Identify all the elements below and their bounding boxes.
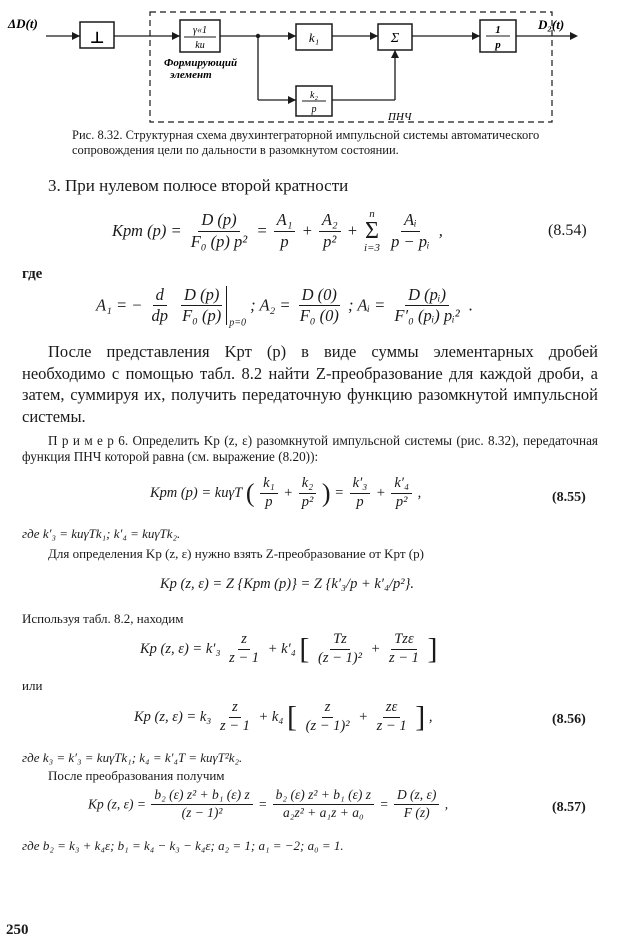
equation-number-8-55: (8.55): [552, 490, 586, 505]
former-label-line2: элемент: [170, 69, 212, 81]
equation-8-56: Kр (z, ε) = k₃ $\frac{z}{z - 1}$ + k₄ [ $\frac{z}{\text{(z − 1)²}}$ + $\frac{z\varepsilon}{z - 1}$ ] ,: [134, 699, 433, 734]
former-bottom: kи: [195, 40, 205, 51]
eq854-frac2: $\frac{\text{A₁}}{p}$: [274, 211, 296, 250]
former-top: γ«1: [193, 25, 207, 36]
equation-8-57: Kр (z, ε) = $\frac{\text{b₂ (ε) z² + b₁ (ε) z}}{\text{(z − 1)²}}$ = $\frac{\text{b₂ (ε) z² + b₁ (ε) z}}{\text{a₂z² + a₁z + a₀}}$ = $\frac{D (z, \varepsilon)}{F (z)}$ ,: [88, 787, 449, 820]
or-text: или: [22, 678, 43, 693]
eq854-frac4: $\frac{\text{Aᵢ}}{\text{p − pᵢ}}$: [391, 210, 430, 251]
former-label-line1: Формирующий: [164, 57, 238, 69]
equation-kp-prime: Kр (z, ε) = k′₃ $\frac{z}{z - 1}$ + k′₄ [ $\frac{Tz}{\text{(z − 1)²}}$ + $\frac{\text{Tzε}}{z - 1}$ ]: [140, 631, 438, 666]
block-diagram-svg: [0, 0, 620, 130]
equation-number-8-56: (8.56): [552, 712, 586, 727]
after-transformation-text: После преобразования получим: [48, 768, 225, 783]
equation-number-8-54: (8.54): [548, 222, 587, 239]
equation-number-8-57: (8.57): [552, 800, 586, 815]
equation-8-54: Kрт (p) = $\frac{D (p)}{\text{F₀ (p) p²}}$ = $\frac{\text{A₁}}{p}$ + $\frac{\text{A₂}}{\text{p²}}$ + n Σ i=3 $\frac{\text{Aᵢ}}{\text{p − pᵢ}}$ ,: [112, 208, 443, 254]
equation-a-coefficients: A₁ = − $\frac{d}{dp}$ $\frac{D (p)}{\text{F₀ (p)}}$ $_{p=0}$ ; A₂ = $\frac{D (0)}{\text{F₀ (0)}}$ ; Aᵢ = $\frac{\text{D (pᵢ)}}{\text{F′₀ (pᵢ) pᵢ²}}$ .: [96, 285, 473, 329]
k2-num: k₂: [310, 90, 318, 101]
output-label: D₂(t): [538, 17, 565, 32]
eq854-frac3: $\frac{\text{A₂}}{\text{p²}}$: [319, 211, 341, 250]
paragraph-elementary-fractions: После представления Kрт (p) в виде суммы элементарных дробей необходимо с помощью табл. 8.2 найти Z-преобразование для каждой дроби, а затем, суммируя их, получить передаточную функцию разомкнутой импульсной системы.: [22, 342, 598, 426]
where-k3-k4: где k₃ = k′₃ = kиγTk₁; k₄ = k′₄T = kиγT²k₂.: [22, 750, 243, 765]
using-table-text: Используя табл. 8.2, находим: [22, 611, 184, 626]
equation-z-transform: Kр (z, ε) = Z {Kрт (p)} = Z {k′₃/p + k′₄/p²}.: [160, 576, 415, 592]
paragraph-z-transform: Для определения Kр (z, ε) нужно взять Z-преобразование от Kрт (p): [48, 546, 424, 561]
pulse-symbol: ⊥: [89, 28, 105, 47]
eq854-frac1: $\frac{D (p)}{\text{F₀ (p) p²}}$: [190, 210, 248, 251]
k1-label: k₁: [308, 30, 320, 45]
sum-label: Σ: [390, 31, 400, 46]
case3-heading: 3. При нулевом полюсе второй кратности: [48, 176, 349, 195]
eq854-lhs: Kрт (p) =: [112, 221, 182, 240]
k2-den: p: [311, 104, 317, 115]
figure-caption: Рис. 8.32. Структурная схема двухинтеграторной импульсной системы автоматического сопровождения цели по дальности в разомкнутом состоянии.: [72, 128, 540, 157]
example-6-text: П р и м е р 6. Определить Kр (z, ε) разомкнутой импульсной системы (рис. 8.32), передаточная функция ПНЧ которой равна (см. выражение (8.20)):: [22, 433, 598, 464]
integrator-den: p: [495, 39, 501, 51]
input-label: ΔD(t): [8, 16, 38, 31]
pnch-label: ПНЧ: [388, 111, 412, 123]
integrator-num: 1: [495, 24, 501, 36]
where-coefficients: где b₂ = k₃ + k₄ε; b₁ = k₄ − k₃ − k₄ε; a₂ = 1; a₁ = −2; a₀ = 1.: [22, 838, 344, 853]
arrowheads: [72, 32, 578, 104]
eq854-sum: n Σ i=3: [364, 208, 381, 254]
where-label-1: где: [22, 266, 43, 282]
block-diagram: [0, 0, 620, 130]
page-number: 250: [6, 922, 29, 938]
branch-point: [256, 34, 260, 38]
where-k3-k4-prime: где k′₃ = kиγTk₁; k′₄ = kиγTk₂.: [22, 526, 181, 541]
equation-8-55: Kрт (p) = kиγT ( $\frac{\text{k₁}}{p}$ + $\frac{\text{k₂}}{\text{p²}}$ ) = $\frac{\text{k′₃}}{p}$ + $\frac{\text{k′₄}}{\text{p²}}$ ,: [150, 475, 422, 510]
